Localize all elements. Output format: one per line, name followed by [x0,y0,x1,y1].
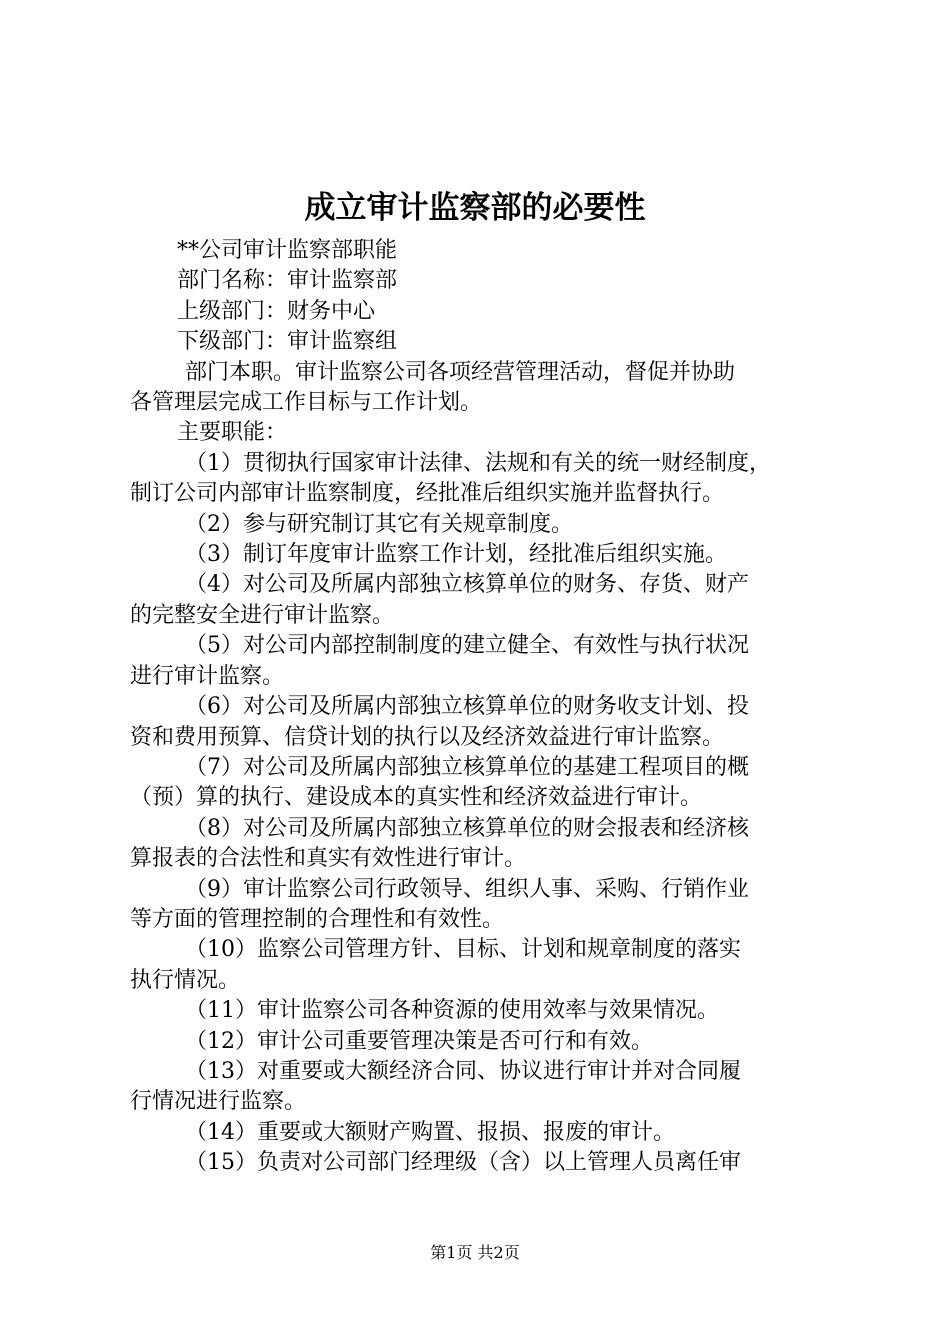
function-item-4-cont: 的完整安全进行审计监察。 [130,602,395,628]
parent-department-line: 上级部门：财务中心 [177,298,376,324]
duty-line-continued: 各管理层完成工作目标与工作计划。 [130,390,483,416]
function-item-15: （15）负责对公司部门经理级（含）以上管理人员离任审 [185,1150,741,1176]
function-item-7: （7）对公司及所属内部独立核算单位的基建工程项目的概 [185,754,749,780]
function-item-3: （3）制订年度审计监察工作计划，经批准后组织实施。 [185,542,727,568]
function-item-1-cont: 制订公司内部审计监察制度，经批准后组织实施并监督执行。 [130,481,725,507]
document-body [130,236,830,1179]
function-item-10-cont: 执行情况。 [130,967,241,993]
company-function-heading: **公司审计监察部职能 [177,238,398,263]
duty-line: 部门本职。审计监察公司各项经营管理活动，督促并协助 [185,359,736,385]
function-item-8-cont: 算报表的合法性和真实有效性进行审计。 [130,846,527,872]
main-functions-heading: 主要职能： [177,420,288,446]
function-item-13-cont: 行情况进行监察。 [130,1089,307,1115]
function-item-6-cont: 资和费用预算、信贷计划的执行以及经济效益进行审计监察。 [130,724,725,750]
function-item-8: （8）对公司及所属内部独立核算单位的财会报表和经济核 [185,815,749,841]
function-item-14: （14）重要或大额财产购置、报损、报废的审计。 [185,1119,675,1145]
function-item-11: （11）审计监察公司各种资源的使用效率与效果情况。 [185,998,719,1024]
function-item-4: （4）对公司及所属内部独立核算单位的财务、存货、财产 [185,572,749,598]
sub-department-line: 下级部门：审计监察组 [177,329,398,355]
department-name-line: 部门名称：审计监察部 [177,268,398,294]
function-item-10: （10）监察公司管理方针、目标、计划和规章制度的落实 [185,937,741,963]
function-item-6: （6）对公司及所属内部独立核算单位的财务收支计划、投 [185,694,749,720]
function-item-9: （9）审计监察公司行政领导、组织人事、采购、行销作业 [185,876,749,902]
document-title: 成立审计监察部的必要性 [304,190,646,226]
page-footer: 第1页 共2页 [430,1243,520,1262]
function-item-7-cont: （预）算的执行、建设成本的真实性和经济效益进行审计。 [130,785,703,811]
function-item-5-cont: 进行审计监察。 [130,663,285,689]
function-item-1: （1）贯彻执行国家审计法律、法规和有关的统一财经制度， [185,450,771,476]
function-item-12: （12）审计公司重要管理决策是否可行和有效。 [185,1028,653,1054]
function-item-2: （2）参与研究制订其它有关规章制度。 [185,511,573,537]
function-item-9-cont: 等方面的管理控制的合理性和有效性。 [130,906,505,932]
function-item-13: （13）对重要或大额经济合同、协议进行审计并对合同履 [185,1058,741,1084]
function-item-5: （5）对公司内部控制制度的建立健全、有效性与执行状况 [185,633,749,659]
